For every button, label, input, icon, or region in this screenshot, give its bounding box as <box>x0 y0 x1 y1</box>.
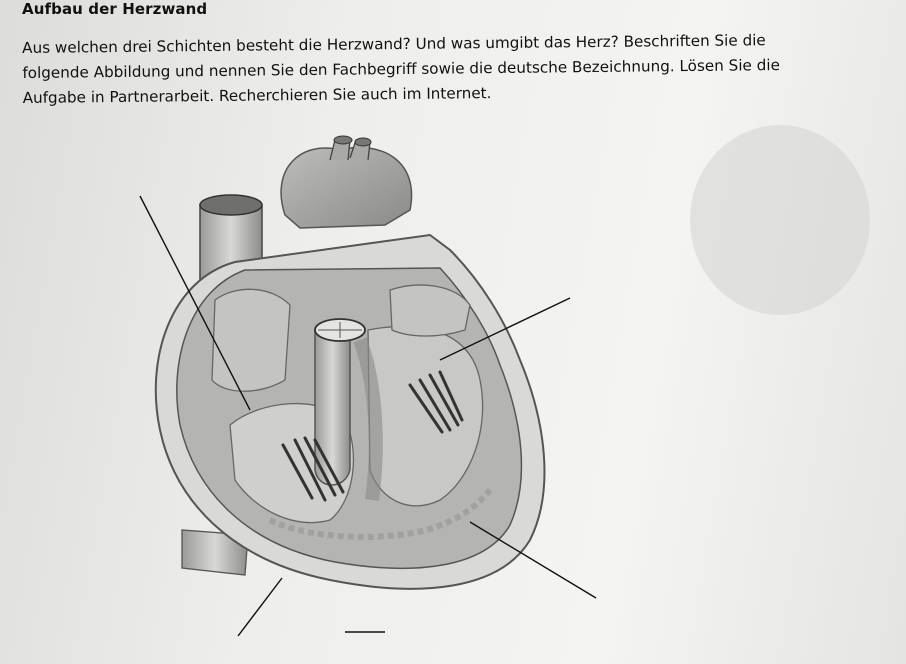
artery-opening <box>334 136 352 144</box>
vena-cava-opening <box>200 195 262 215</box>
right-atrium <box>212 289 290 391</box>
background-shadow <box>690 125 870 315</box>
pulmonary-trunk <box>315 330 350 485</box>
task-line-1: Aus welchen drei Schichten besteht die Herzwand? Und was umgibt das Herz? Beschriften Sie die <box>22 31 766 57</box>
task-line-2: folgende Abbildung und nennen Sie den Fachbegriff sowie die deutsche Bezeichnung. Lösen Sie die <box>22 56 780 82</box>
task-line-3: Aufgabe in Partnerarbeit. Recherchieren Sie auch im Internet. <box>22 84 492 107</box>
worksheet-title: Aufbau der Herzwand <box>22 0 208 18</box>
label-line-4 <box>238 578 282 636</box>
artery-opening <box>355 138 371 146</box>
